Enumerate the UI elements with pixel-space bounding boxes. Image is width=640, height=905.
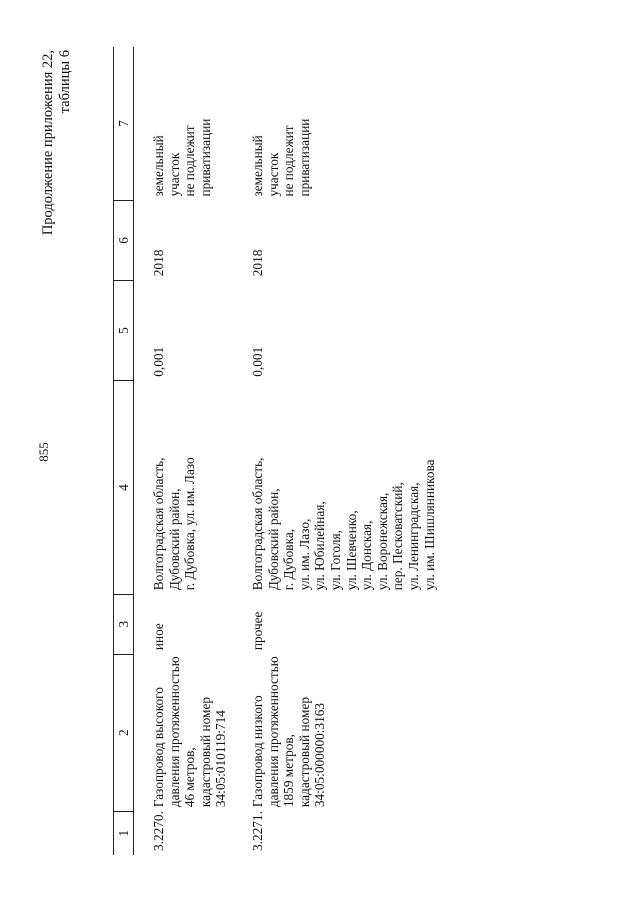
note-line: не подлежит	[281, 125, 297, 197]
object-name	[242, 654, 437, 811]
object-name	[134, 654, 243, 811]
note-line: приватизации	[197, 118, 213, 197]
object-note	[134, 47, 243, 201]
object-area: 0,001	[250, 346, 265, 377]
object-category: иное	[151, 623, 166, 651]
note-line: земельный	[250, 135, 265, 197]
row-number: 3.2271.	[250, 811, 265, 851]
page-number: 855	[36, 442, 51, 462]
header-col-6: 6	[114, 201, 134, 281]
header-col-3: 3	[114, 594, 134, 654]
name-line: Газопровод высокого	[151, 687, 166, 808]
address-line: ул. Шевченко,	[343, 510, 359, 591]
address-line: г. Дубовка,	[281, 528, 297, 591]
object-category: прочее	[250, 611, 265, 651]
property-table	[113, 47, 437, 855]
address-line: Дубовский район,	[265, 488, 281, 591]
note-line: земельный	[151, 135, 166, 197]
address-line: Дубовский район,	[166, 488, 182, 591]
name-line: 46 метров,	[182, 747, 198, 808]
name-line: кадастровый номер	[296, 696, 312, 808]
address-line: ул. Ленинградская,	[405, 482, 421, 591]
note-line: приватизации	[296, 118, 312, 197]
header-col-7: 7	[114, 47, 134, 201]
object-year: 2018	[250, 249, 265, 277]
table-row	[242, 47, 437, 855]
address-line: ул. Гоголя,	[327, 530, 343, 591]
object-note	[242, 47, 437, 201]
address-line: ул. Воронежская,	[374, 492, 390, 591]
address-line: г. Дубовка, ул. им. Лазо	[182, 457, 198, 591]
address-line: ул. Юбилейная,	[312, 501, 328, 591]
object-address	[242, 381, 437, 594]
address-line: ул. Донская,	[359, 520, 375, 591]
address-line: Волгоградская область,	[151, 457, 166, 591]
object-address	[134, 381, 243, 594]
header-col-4: 4	[114, 381, 134, 594]
object-year: 2018	[151, 249, 166, 277]
name-line: кадастровый номер	[197, 696, 213, 808]
address-line: Волгоградская область,	[250, 457, 265, 591]
note-line: участок	[265, 152, 281, 197]
note-line: не подлежит	[182, 125, 198, 197]
name-line: 34:05:010119:714	[213, 710, 229, 808]
caption-line-2: таблицы 6	[57, 50, 73, 114]
header-col-5: 5	[114, 280, 134, 381]
row-number: 3.2270.	[151, 811, 166, 851]
header-col-1: 1	[114, 811, 134, 855]
address-line: пер. Песковатский,	[390, 482, 406, 591]
header-row	[114, 47, 134, 855]
name-line: 34:05:000000:3163	[312, 702, 328, 808]
address-line: ул. им. Лазо,	[296, 518, 312, 591]
name-line: давления протяженностью	[265, 656, 281, 808]
table-row	[134, 47, 243, 855]
name-line: давления протяженностью	[166, 656, 182, 808]
name-line: 1859 метров,	[281, 734, 297, 808]
object-area: 0,001	[151, 346, 166, 377]
caption-line-1: Продолжение приложения 22,	[40, 50, 56, 236]
header-col-2: 2	[114, 654, 134, 811]
note-line: участок	[166, 152, 182, 197]
name-line: Газопровод низкого	[250, 695, 265, 808]
address-line: ул. им. Шишлянникова	[421, 459, 437, 591]
table-caption	[40, 50, 74, 380]
